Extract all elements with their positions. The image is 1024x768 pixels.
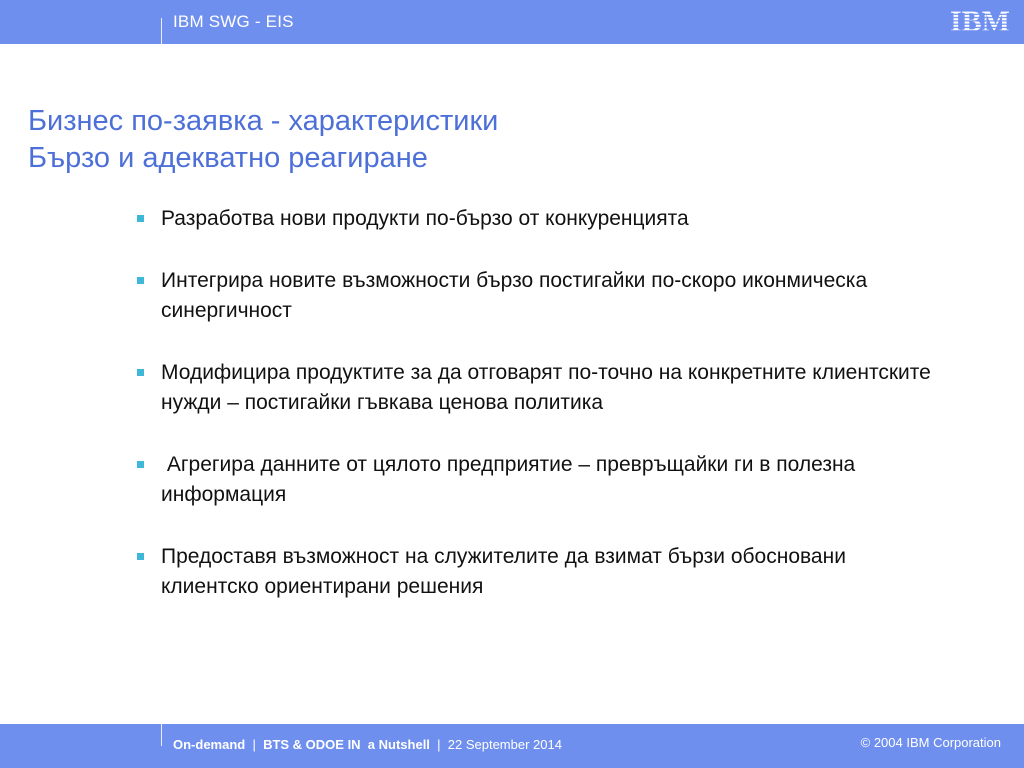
footer-info — [173, 737, 562, 752]
ibm-logo-icon — [944, 5, 1016, 35]
header-bar — [0, 0, 1024, 44]
title-line-1: Бизнес по-заявка - характеристики — [28, 105, 499, 137]
header-divider — [161, 18, 162, 44]
footer-divider — [161, 724, 162, 746]
square-bullet-icon — [137, 461, 144, 468]
svg-text:IBM: IBM — [950, 5, 1010, 35]
section-label: IBM SWG - EIS — [173, 12, 294, 31]
footer-separator-2: | — [429, 737, 448, 752]
slide-title — [28, 103, 928, 177]
square-bullet-icon — [137, 277, 144, 284]
footer-date: 22 September 2014 — [447, 737, 562, 752]
footer-separator-1: | — [245, 737, 264, 752]
bullet-list — [137, 204, 937, 634]
square-bullet-icon — [137, 553, 144, 560]
bullet-item: Разработва нови продукти по-бързо от конкуренцията — [137, 204, 937, 234]
footer-bar — [0, 724, 1024, 768]
footer-part-1: On-demand — [173, 737, 246, 752]
footer-part-2: BTS & ODOE IN a Nutshell — [263, 737, 430, 752]
bullet-item: Агрегира данните от цялото предприятие – превръщайки ги в полезна информация — [137, 450, 937, 510]
copyright: © 2004 IBM Corporation — [860, 735, 1001, 750]
bullet-item: Модифицира продуктите за да отговарят по-точно на конкретните клиентските нужди – постигайки гъвкава ценова политика — [137, 358, 937, 418]
square-bullet-icon — [137, 369, 144, 376]
square-bullet-icon — [137, 215, 144, 222]
bullet-item: Предоставя възможност на служителите да взимат бързи обосновани клиентско ориентирани решения — [137, 542, 937, 602]
title-line-2: Бързо и адекватно реагиране — [28, 142, 428, 174]
bullet-item: Интегрира новите възможности бързо постигайки по-скоро иконмическа синергичност — [137, 266, 937, 326]
